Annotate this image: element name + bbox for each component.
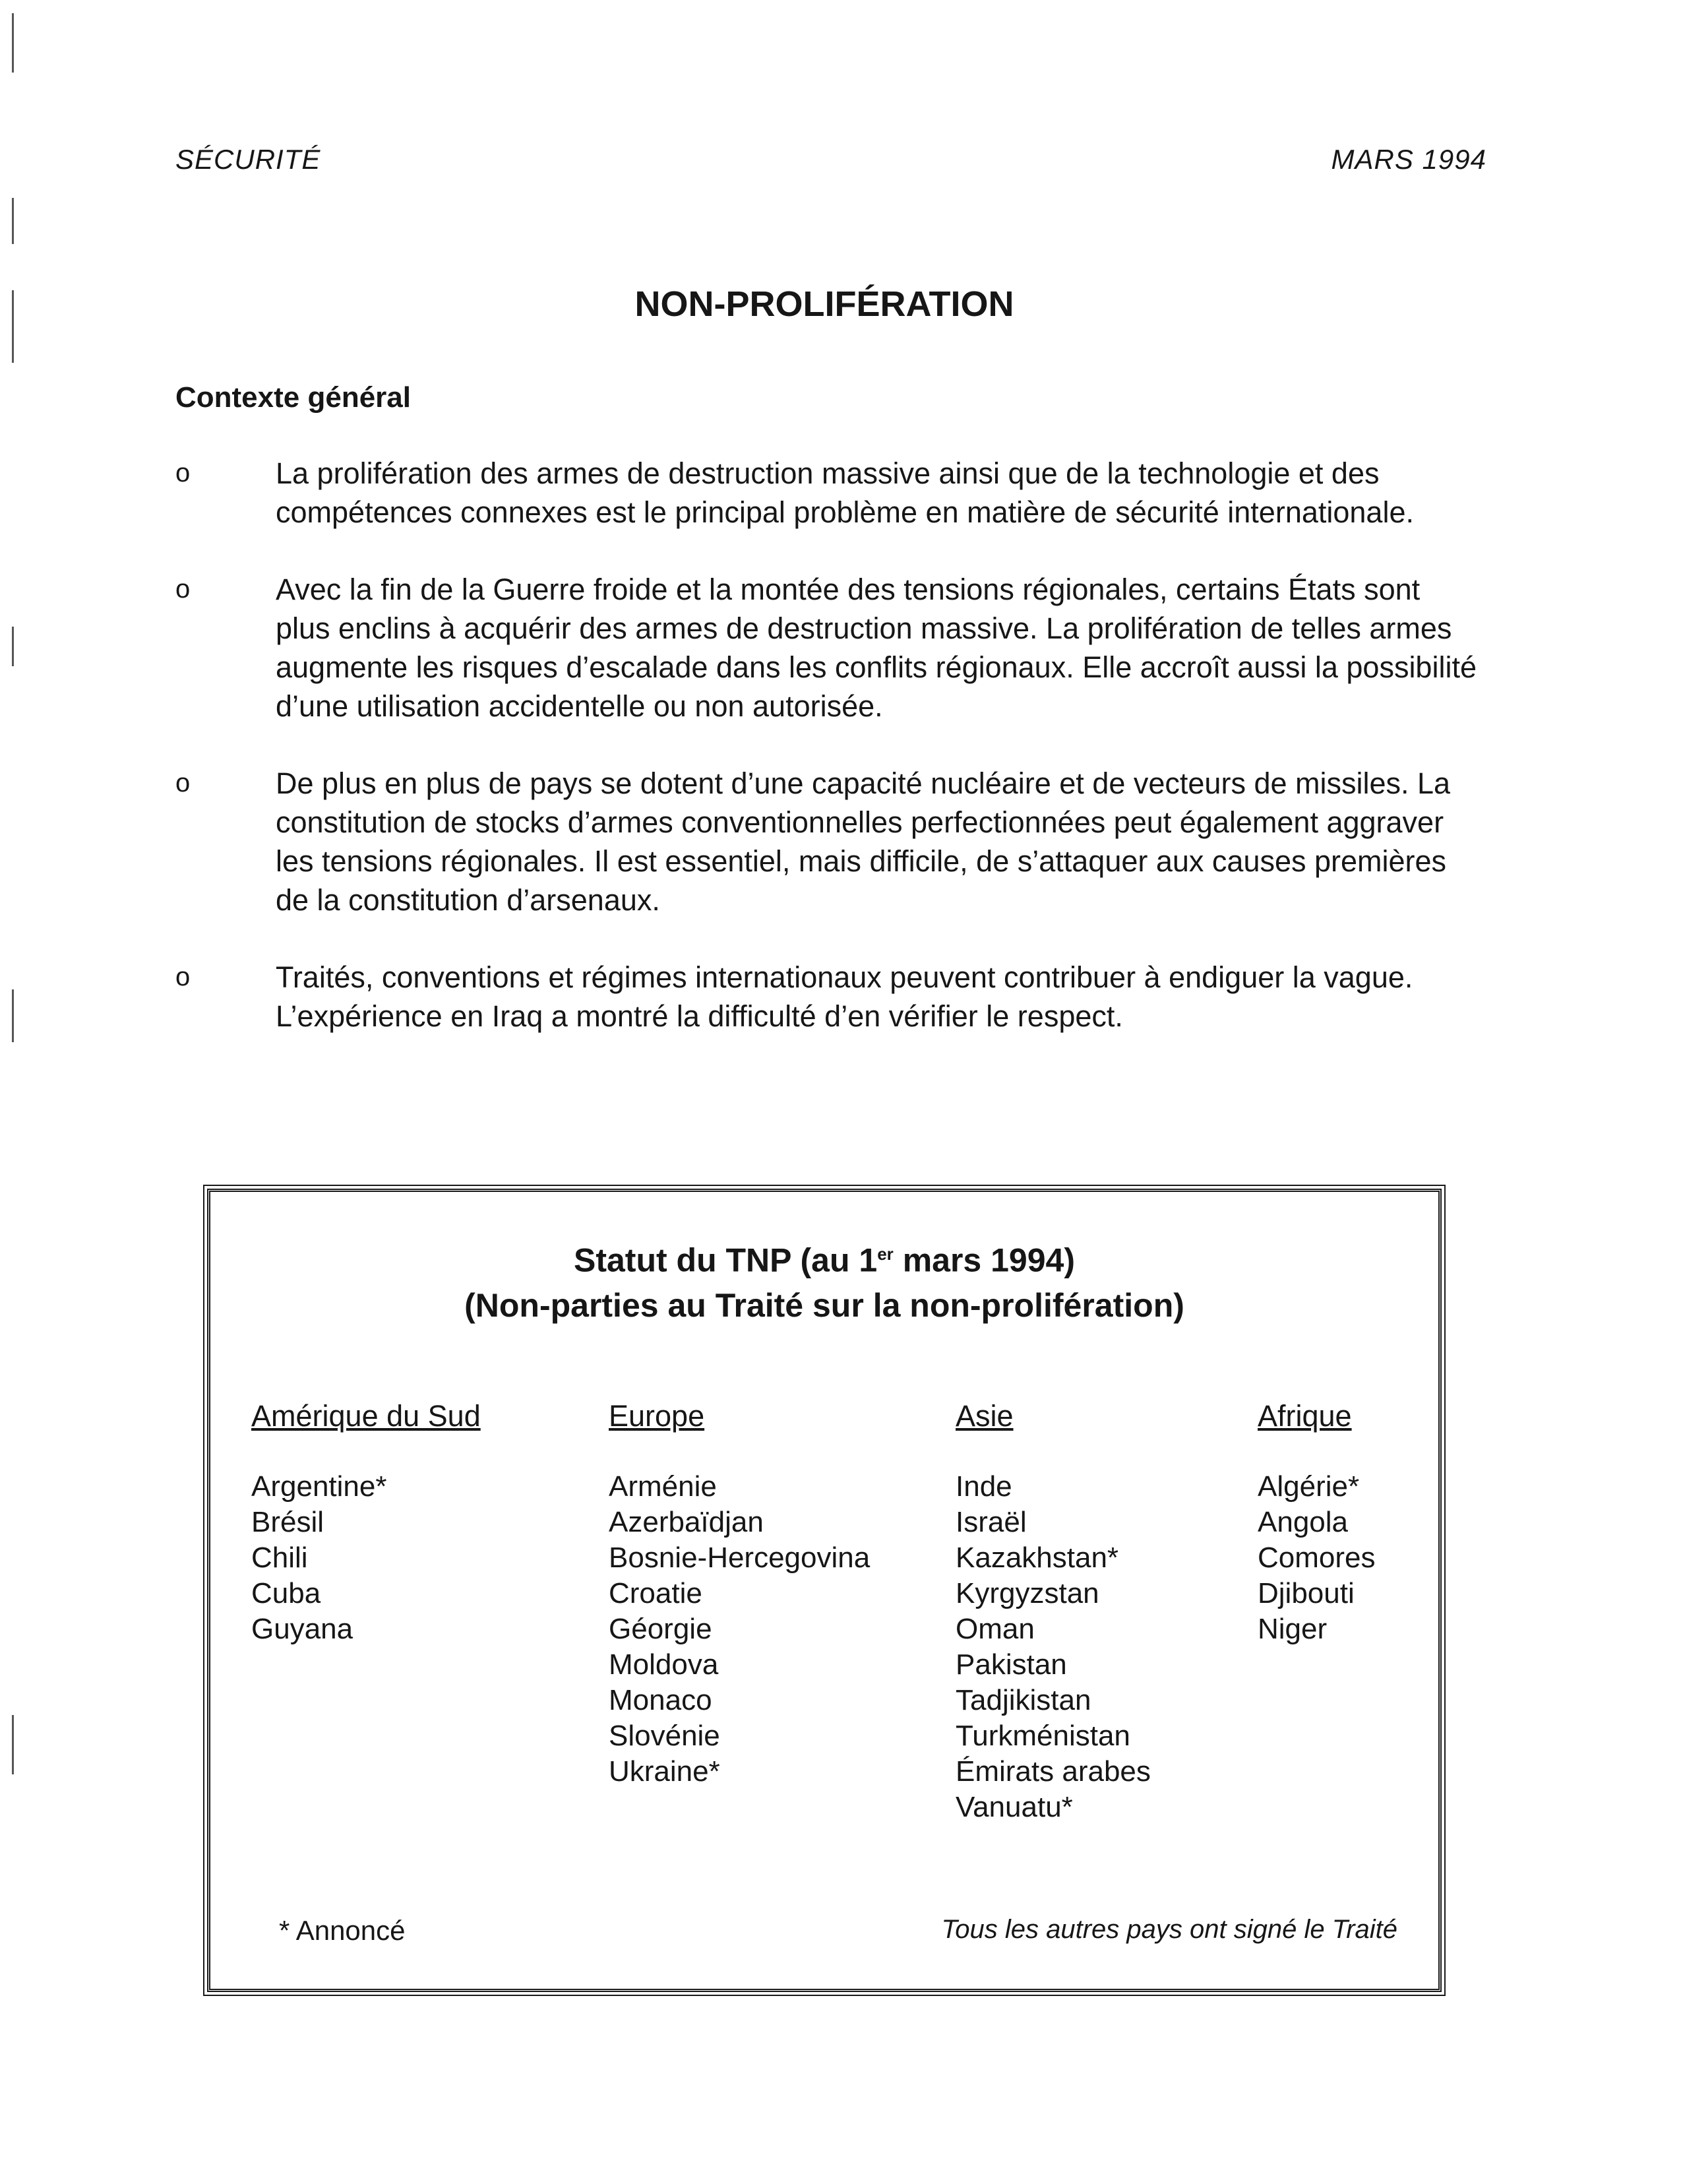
country-item: Slovénie (609, 1720, 720, 1752)
country-item: Brésil (251, 1506, 324, 1538)
page-title: NON-PROLIFÉRATION (634, 284, 1014, 324)
scan-margin-mark (12, 13, 14, 73)
scan-margin-mark (12, 1715, 14, 1774)
country-item: Comores (1258, 1542, 1376, 1574)
region-column-asia (956, 1398, 1151, 1825)
country-item: Israël (956, 1506, 1027, 1538)
country-item: Monaco (609, 1684, 712, 1716)
country-item: Cuba (251, 1577, 321, 1609)
bullet-text: Traités, conventions et régimes internationaux peuvent contribuer à endiguer la vague. L’expérience en Iraq a montré la difficulté d’en vérifier le respect. (276, 960, 1413, 1033)
country-item: Inde (956, 1470, 1012, 1503)
country-item: Croatie (609, 1577, 702, 1609)
country-item: Oman (956, 1613, 1035, 1645)
region-header: Afrique (1258, 1399, 1352, 1433)
header-section-label: SÉCURITÉ (175, 144, 321, 175)
country-item: Tadjikistan (956, 1684, 1091, 1716)
region-column-south-america (251, 1398, 481, 1647)
country-item: Chili (251, 1542, 308, 1574)
country-item: Angola (1258, 1506, 1349, 1538)
country-item: Émirats arabes (956, 1755, 1151, 1788)
country-item: Arménie (609, 1470, 717, 1503)
bullet-item (175, 764, 1494, 920)
scan-margin-mark (12, 627, 14, 666)
country-item: Niger (1258, 1613, 1328, 1645)
country-item: Azerbaïdjan (609, 1506, 764, 1538)
bullet-item (175, 454, 1494, 532)
bullet-marker: o (175, 575, 191, 604)
bullet-marker: o (175, 768, 191, 797)
country-item: Turkménistan (956, 1720, 1130, 1752)
box-note: Tous les autres pays ont signé le Traité (941, 1915, 1397, 1944)
country-item: Algérie* (1258, 1470, 1360, 1503)
section-heading: Contexte général (175, 381, 411, 414)
country-item: Ukraine* (609, 1755, 720, 1788)
region-header: Europe (609, 1399, 705, 1433)
bullet-list (175, 454, 1494, 1074)
scan-margin-mark (12, 198, 14, 244)
region-header: Amérique du Sud (251, 1399, 481, 1433)
country-item: Pakistan (956, 1648, 1067, 1681)
bullet-marker: o (175, 962, 191, 991)
bullet-text: Avec la fin de la Guerre froide et la montée des tensions régionales, certains États sont plus enclins à acquérir des armes de destruction massive. La prolifération de telles armes augmente les risques d’escalade dans les conflits régionaux. Elle accroît aussi la possibilité d’une utilisation accidentelle ou non autorisée. (276, 573, 1477, 723)
country-item: Kyrgyzstan (956, 1577, 1099, 1609)
region-header: Asie (956, 1399, 1014, 1433)
header-date: MARS 1994 (1331, 144, 1486, 175)
bullet-item (175, 570, 1494, 726)
npt-status-box (207, 1189, 1442, 1992)
region-column-europe (609, 1398, 870, 1790)
bullet-marker: o (175, 458, 191, 487)
box-title-line-2: (Non-parties au Traité sur la non-prolifération) (464, 1286, 1184, 1324)
country-item: Kazakhstan* (956, 1542, 1119, 1574)
box-title (210, 1232, 1438, 1328)
box-title-line-1: Statut du TNP (au 1er mars 1994) (574, 1241, 1075, 1279)
country-item: Djibouti (1258, 1577, 1355, 1609)
scan-margin-mark (12, 989, 14, 1042)
bullet-text: De plus en plus de pays se dotent d’une capacité nucléaire et de vecteurs de missiles. La constitution de stocks d’armes conventionnelles perfectionnées peut également aggraver les tensions régionales. Il est essentiel, mais difficile, de s’attaquer aux causes premières de la constitution d’arsenaux. (276, 766, 1451, 917)
country-item: Guyana (251, 1613, 353, 1645)
country-item: Moldova (609, 1648, 719, 1681)
region-column-africa (1258, 1398, 1376, 1647)
bullet-item (175, 958, 1494, 1036)
bullet-text: La prolifération des armes de destruction massive ainsi que de la technologie et des compétences connexes est le principal problème en matière de sécurité internationale. (276, 456, 1414, 529)
country-item: Vanuatu* (956, 1791, 1073, 1823)
country-item: Argentine* (251, 1470, 387, 1503)
footnote-announced: * Annoncé (279, 1915, 406, 1946)
country-item: Géorgie (609, 1613, 712, 1645)
country-item: Bosnie-Hercegovina (609, 1542, 871, 1574)
